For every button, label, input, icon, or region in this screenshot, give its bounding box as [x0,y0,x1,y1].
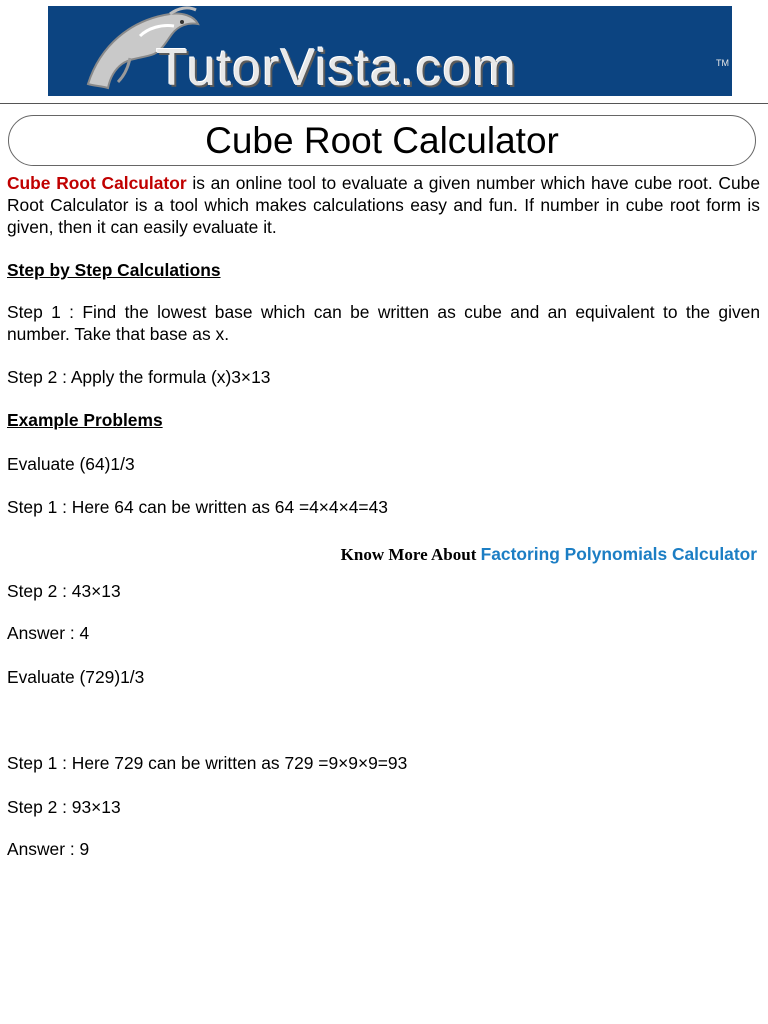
know-more-line [7,543,757,566]
example-heading: Example Problems [7,410,163,430]
title-box [8,115,756,166]
know-more-label: Know More About [340,545,481,564]
brand-name: TutorVista.com [156,39,517,96]
intro-paragraph [7,172,760,238]
example2-answer: Answer : 9 [7,839,90,859]
cube-root-calculator-link[interactable]: Cube Root Calculator [7,173,187,193]
header-divider [0,103,768,104]
method-step-2: Step 2 : Apply the formula (x)3×13 [7,367,271,387]
trademark: TM [716,58,729,68]
method-step-1: Step 1 : Find the lowest base which can be written as cube and an equivalent to the given number. Take that base as x. [7,302,760,344]
intro-text: is an online tool to evaluate a given number which have cube root. Cube Root Calculator is a tool which makes calculations easy and fun. If number in cube root form is given, then it can easily evaluate it. [7,173,760,237]
page-title: Cube Root Calculator [205,120,559,161]
example2-step-1: Step 1 : Here 729 can be written as 729 =9×9×9=93 [7,753,408,773]
factoring-polynomials-link[interactable]: Factoring Polynomials Calculator [480,544,757,564]
step-heading: Step by Step Calculations [7,260,221,280]
header-banner [48,6,732,96]
example1-step-2: Step 2 : 43×13 [7,581,121,601]
example1-answer: Answer : 4 [7,623,90,643]
example1-step-1: Step 1 : Here 64 can be written as 64 =4×4×4=43 [7,497,388,517]
example2-question: Evaluate (729)1/3 [7,667,145,687]
example1-question: Evaluate (64)1/3 [7,454,135,474]
example2-step-2: Step 2 : 93×13 [7,797,121,817]
